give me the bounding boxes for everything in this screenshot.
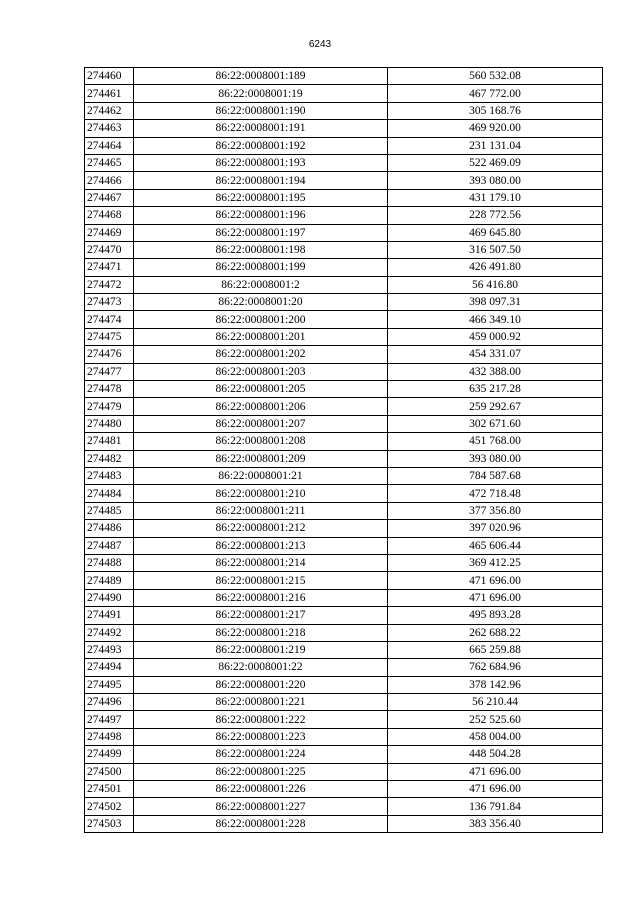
cadastral-number-cell: 86:22:0008001:223 — [134, 728, 388, 745]
row-number-cell: 274473 — [85, 294, 134, 311]
row-number-cell: 274490 — [85, 589, 134, 606]
row-number-cell: 274503 — [85, 815, 134, 832]
table-row — [85, 502, 603, 519]
row-number-cell: 274498 — [85, 728, 134, 745]
row-number-cell: 274488 — [85, 554, 134, 571]
row-number-cell: 274495 — [85, 676, 134, 693]
table-row — [85, 537, 603, 554]
cadastral-number-cell: 86:22:0008001:22 — [134, 659, 388, 676]
table-row — [85, 781, 603, 798]
row-number-cell: 274486 — [85, 520, 134, 537]
table-row — [85, 694, 603, 711]
row-number-cell: 274466 — [85, 172, 134, 189]
table-row — [85, 520, 603, 537]
table-row — [85, 102, 603, 119]
table-row — [85, 572, 603, 589]
table-row — [85, 433, 603, 450]
row-number-cell: 274482 — [85, 450, 134, 467]
row-number-cell: 274489 — [85, 572, 134, 589]
cadastral-value-cell: 431 179.10 — [388, 189, 603, 206]
table-row — [85, 763, 603, 780]
cadastral-value-cell: 305 168.76 — [388, 102, 603, 119]
cadastral-value-cell: 302 671.60 — [388, 415, 603, 432]
table-row — [85, 207, 603, 224]
cadastral-value-cell: 635 217.28 — [388, 381, 603, 398]
cadastral-number-cell: 86:22:0008001:201 — [134, 328, 388, 345]
cadastral-value-cell: 454 331.07 — [388, 346, 603, 363]
row-number-cell: 274497 — [85, 711, 134, 728]
cadastral-value-cell: 471 696.00 — [388, 572, 603, 589]
cadastral-number-cell: 86:22:0008001:217 — [134, 607, 388, 624]
cadastral-number-cell: 86:22:0008001:203 — [134, 363, 388, 380]
cadastral-value-cell: 762 684.96 — [388, 659, 603, 676]
cadastral-number-cell: 86:22:0008001:205 — [134, 381, 388, 398]
cadastral-value-cell: 252 525.60 — [388, 711, 603, 728]
table-row — [85, 746, 603, 763]
table-row — [85, 815, 603, 832]
cadastral-value-cell: 383 356.40 — [388, 815, 603, 832]
row-number-cell: 274478 — [85, 381, 134, 398]
table-row — [85, 137, 603, 154]
row-number-cell: 274494 — [85, 659, 134, 676]
row-number-cell: 274474 — [85, 311, 134, 328]
row-number-cell: 274463 — [85, 120, 134, 137]
cadastral-number-cell: 86:22:0008001:190 — [134, 102, 388, 119]
table-row — [85, 624, 603, 641]
cadastral-value-cell: 316 507.50 — [388, 241, 603, 258]
row-number-cell: 274485 — [85, 502, 134, 519]
cadastral-value-cell: 136 791.84 — [388, 798, 603, 815]
table-row — [85, 398, 603, 415]
cadastral-number-cell: 86:22:0008001:19 — [134, 85, 388, 102]
cadastral-value-cell: 231 131.04 — [388, 137, 603, 154]
cadastral-number-cell: 86:22:0008001:212 — [134, 520, 388, 537]
row-number-cell: 274477 — [85, 363, 134, 380]
row-number-cell: 274472 — [85, 276, 134, 293]
cadastral-value-cell: 426 491.80 — [388, 259, 603, 276]
row-number-cell: 274469 — [85, 224, 134, 241]
cadastral-number-cell: 86:22:0008001:227 — [134, 798, 388, 815]
table-row — [85, 241, 603, 258]
row-number-cell: 274460 — [85, 68, 134, 85]
cadastral-value-cell: 397 020.96 — [388, 520, 603, 537]
table-row — [85, 589, 603, 606]
cadastral-number-cell: 86:22:0008001:197 — [134, 224, 388, 241]
cadastral-number-cell: 86:22:0008001:2 — [134, 276, 388, 293]
table-row — [85, 259, 603, 276]
cadastral-number-cell: 86:22:0008001:210 — [134, 485, 388, 502]
row-number-cell: 274500 — [85, 763, 134, 780]
row-number-cell: 274475 — [85, 328, 134, 345]
cadastral-number-cell: 86:22:0008001:214 — [134, 554, 388, 571]
row-number-cell: 274483 — [85, 467, 134, 484]
cadastral-value-cell: 448 504.28 — [388, 746, 603, 763]
table-row — [85, 154, 603, 171]
table-row — [85, 711, 603, 728]
row-number-cell: 274467 — [85, 189, 134, 206]
table-row — [85, 276, 603, 293]
cadastral-number-cell: 86:22:0008001:220 — [134, 676, 388, 693]
row-number-cell: 274487 — [85, 537, 134, 554]
cadastral-value-cell: 398 097.31 — [388, 294, 603, 311]
cadastral-number-cell: 86:22:0008001:196 — [134, 207, 388, 224]
page-number: 6243 — [308, 39, 332, 50]
cadastral-value-cell: 228 772.56 — [388, 207, 603, 224]
row-number-cell: 274479 — [85, 398, 134, 415]
cadastral-value-cell: 471 696.00 — [388, 781, 603, 798]
cadastral-value-cell: 560 532.08 — [388, 68, 603, 85]
cadastral-value-cell: 472 718.48 — [388, 485, 603, 502]
row-number-cell: 274465 — [85, 154, 134, 171]
cadastral-number-cell: 86:22:0008001:226 — [134, 781, 388, 798]
row-number-cell: 274484 — [85, 485, 134, 502]
cadastral-number-cell: 86:22:0008001:209 — [134, 450, 388, 467]
table-row — [85, 120, 603, 137]
cadastral-value-cell: 393 080.00 — [388, 450, 603, 467]
cadastral-value-cell: 469 645.80 — [388, 224, 603, 241]
table-row — [85, 294, 603, 311]
cadastral-number-cell: 86:22:0008001:20 — [134, 294, 388, 311]
cadastral-number-cell: 86:22:0008001:216 — [134, 589, 388, 606]
cadastral-value-cell: 451 768.00 — [388, 433, 603, 450]
cadastral-number-cell: 86:22:0008001:213 — [134, 537, 388, 554]
table-row — [85, 381, 603, 398]
row-number-cell: 274470 — [85, 241, 134, 258]
cadastral-value-cell: 459 000.92 — [388, 328, 603, 345]
cadastral-value-cell: 378 142.96 — [388, 676, 603, 693]
row-number-cell: 274462 — [85, 102, 134, 119]
cadastral-number-cell: 86:22:0008001:202 — [134, 346, 388, 363]
cadastral-number-cell: 86:22:0008001:207 — [134, 415, 388, 432]
table-row — [85, 485, 603, 502]
cadastral-value-cell: 467 772.00 — [388, 85, 603, 102]
cadastral-number-cell: 86:22:0008001:191 — [134, 120, 388, 137]
table-row — [85, 676, 603, 693]
cadastral-value-cell: 784 587.68 — [388, 467, 603, 484]
table-row — [85, 189, 603, 206]
table-row — [85, 659, 603, 676]
row-number-cell: 274499 — [85, 746, 134, 763]
row-number-cell: 274481 — [85, 433, 134, 450]
cadastral-number-cell: 86:22:0008001:195 — [134, 189, 388, 206]
cadastral-number-cell: 86:22:0008001:219 — [134, 641, 388, 658]
cadastral-number-cell: 86:22:0008001:193 — [134, 154, 388, 171]
cadastral-value-cell: 432 388.00 — [388, 363, 603, 380]
cadastral-number-cell: 86:22:0008001:224 — [134, 746, 388, 763]
cadastral-number-cell: 86:22:0008001:192 — [134, 137, 388, 154]
cadastral-number-cell: 86:22:0008001:194 — [134, 172, 388, 189]
cadastral-value-cell: 471 696.00 — [388, 589, 603, 606]
cadastral-number-cell: 86:22:0008001:21 — [134, 467, 388, 484]
table-row — [85, 607, 603, 624]
cadastral-number-cell: 86:22:0008001:206 — [134, 398, 388, 415]
cadastral-number-cell: 86:22:0008001:228 — [134, 815, 388, 832]
table-row — [85, 328, 603, 345]
cadastral-number-cell: 86:22:0008001:215 — [134, 572, 388, 589]
cadastral-number-cell: 86:22:0008001:189 — [134, 68, 388, 85]
table-row — [85, 85, 603, 102]
table-row — [85, 311, 603, 328]
cadastral-value-cell: 469 920.00 — [388, 120, 603, 137]
row-number-cell: 274496 — [85, 694, 134, 711]
row-number-cell: 274476 — [85, 346, 134, 363]
table-row — [85, 728, 603, 745]
cadastral-number-cell: 86:22:0008001:225 — [134, 763, 388, 780]
table-body — [85, 68, 603, 833]
cadastral-value-cell: 458 004.00 — [388, 728, 603, 745]
row-number-cell: 274501 — [85, 781, 134, 798]
cadastral-value-cell: 495 893.28 — [388, 607, 603, 624]
cadastral-number-cell: 86:22:0008001:200 — [134, 311, 388, 328]
row-number-cell: 274464 — [85, 137, 134, 154]
cadastral-value-cell: 471 696.00 — [388, 763, 603, 780]
row-number-cell: 274461 — [85, 85, 134, 102]
cadastral-value-cell: 466 349.10 — [388, 311, 603, 328]
row-number-cell: 274492 — [85, 624, 134, 641]
cadastral-value-cell: 262 688.22 — [388, 624, 603, 641]
row-number-cell: 274502 — [85, 798, 134, 815]
cadastral-value-cell: 522 469.09 — [388, 154, 603, 171]
table-row — [85, 798, 603, 815]
table-row — [85, 224, 603, 241]
table-row — [85, 415, 603, 432]
table-row — [85, 346, 603, 363]
row-number-cell: 274468 — [85, 207, 134, 224]
table-row — [85, 172, 603, 189]
table-row — [85, 450, 603, 467]
row-number-cell: 274493 — [85, 641, 134, 658]
cadastral-value-cell: 465 606.44 — [388, 537, 603, 554]
cadastral-value-cell: 56 416.80 — [388, 276, 603, 293]
table-row — [85, 68, 603, 85]
row-number-cell: 274471 — [85, 259, 134, 276]
cadastral-value-table — [84, 67, 603, 833]
cadastral-value-cell: 259 292.67 — [388, 398, 603, 415]
cadastral-value-cell: 369 412.25 — [388, 554, 603, 571]
cadastral-number-cell: 86:22:0008001:198 — [134, 241, 388, 258]
cadastral-number-cell: 86:22:0008001:208 — [134, 433, 388, 450]
cadastral-value-cell: 393 080.00 — [388, 172, 603, 189]
cadastral-number-cell: 86:22:0008001:222 — [134, 711, 388, 728]
cadastral-number-cell: 86:22:0008001:211 — [134, 502, 388, 519]
cadastral-value-cell: 56 210.44 — [388, 694, 603, 711]
cadastral-value-cell: 377 356.80 — [388, 502, 603, 519]
table-row — [85, 363, 603, 380]
row-number-cell: 274491 — [85, 607, 134, 624]
cadastral-number-cell: 86:22:0008001:221 — [134, 694, 388, 711]
cadastral-value-cell: 665 259.88 — [388, 641, 603, 658]
cadastral-number-cell: 86:22:0008001:218 — [134, 624, 388, 641]
cadastral-number-cell: 86:22:0008001:199 — [134, 259, 388, 276]
table-row — [85, 467, 603, 484]
table-row — [85, 641, 603, 658]
table-row — [85, 554, 603, 571]
row-number-cell: 274480 — [85, 415, 134, 432]
